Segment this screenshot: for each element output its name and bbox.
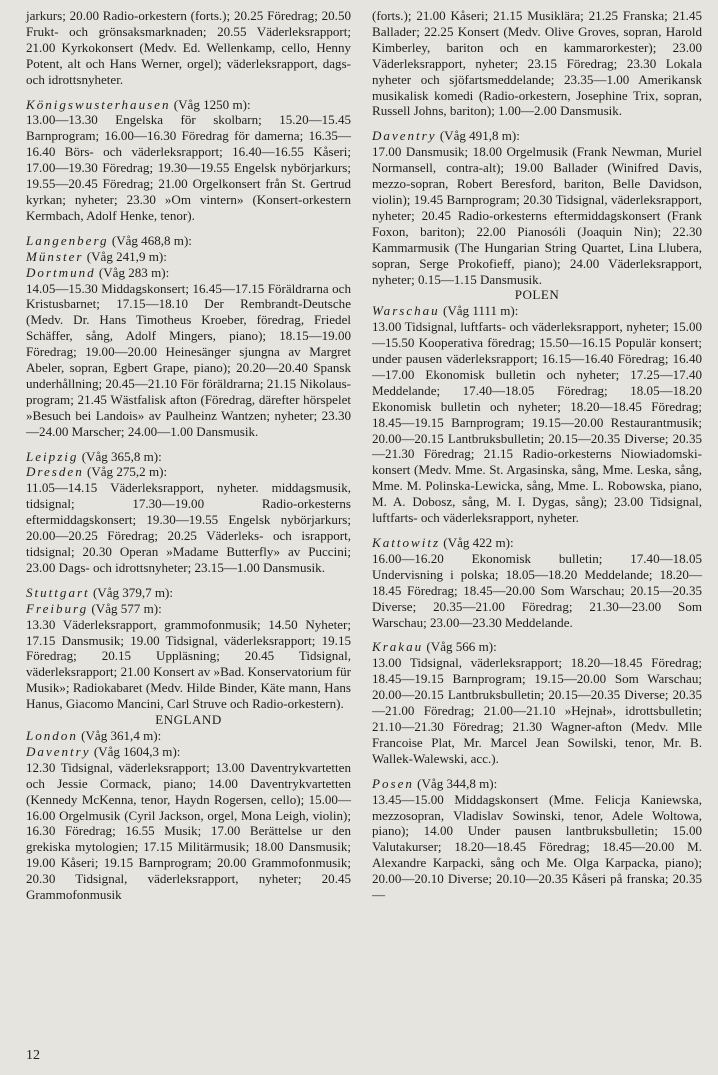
section-kattowitz [372, 535, 702, 630]
station-name: Freiburg [26, 600, 89, 616]
station-name: Langenberg [26, 232, 109, 248]
station-heading [372, 128, 702, 144]
section-krakau [372, 639, 702, 766]
wave-length: (Våg 275,2 m): [87, 464, 168, 480]
station-heading [26, 265, 351, 281]
program-text: 13.00—13.30 Engelska för skolbarn; 15.20—15.45 Barnprogram; 16.00—16.30 Föredrag för damerna; 16.35—16.40 Börs- och väderleksrapport; 16.40—16.55 Kåseri; 17.00—19.30 Föredrag; 19.30—19.55 Engelsk nybörjarkurs; 19.55—20.45 Föredrag; 21.00 Orgelkonsert från St. Gertrud kyrkan; nyheter; 23.30 »Om vintern» (Konsert-orkestern Kermbach, Adolf Henke, tenor). [26, 112, 351, 223]
station-heading [372, 303, 702, 319]
wave-length: (Våg 283 m): [98, 264, 170, 280]
station-name: Leipzig [26, 448, 79, 464]
section-posen [372, 776, 702, 903]
station-heading [372, 535, 702, 551]
station-name: Dresden [26, 464, 84, 480]
section-stuttgart [26, 585, 351, 712]
station-heading [26, 744, 351, 760]
country-heading-polen: POLEN [514, 287, 560, 303]
station-heading [26, 601, 351, 617]
wave-length: (Våg 491,8 m): [439, 128, 520, 144]
station-heading [26, 449, 351, 465]
wave-length: (Våg 468,8 m): [111, 232, 192, 248]
program-text: 16.00—16.20 Ekonomisk bulletin; 17.40—18.05 Undervisning i polska; 18.05—18.20 Meddelande; 18.20—18.45 Föredrag; 18.45—20.00 Som Warschau; 20.15—20.35 Diverse; 20.35—21.00 Föredrag; 21.30—23.00 Som Warschau; 23.00—23.30 Meddelande. [372, 550, 702, 630]
wave-length: (Våg 365,8 m): [81, 448, 162, 464]
section-leipzig [26, 449, 351, 576]
station-name: Posen [372, 775, 414, 791]
wave-length: (Våg 241,9 m): [86, 248, 167, 264]
section-langenberg [26, 233, 351, 440]
station-name: Daventry [26, 743, 91, 759]
wave-length: (Våg 379,7 m): [92, 584, 174, 600]
section-daventry [372, 128, 702, 287]
program-text: 13.30 Väderleksrapport, grammofonmusik; 14.50 Nyheter; 17.15 Dansmusik; 19.00 Tidsignal, väderleksrapport; 19.15 Föredrag; 20.15 Uppläsning; 20.45 Tidsignal, väderleksrapport; 21.00 Konsert av »Bad. Konservatorium für Musik»; Radiokabaret (Medv. Hilde Binder, Käte mann, Hans Hanus, Giacomo Mancini, Carl Struve och Radio-orkestern). [26, 616, 351, 712]
station-heading [26, 97, 351, 113]
section-konigswusterhausen [26, 97, 351, 224]
station-name: Daventry [372, 128, 437, 144]
wave-length: (Våg 344,8 m): [417, 775, 498, 791]
station-name: Warschau [372, 303, 440, 319]
station-name: Dortmund [26, 264, 96, 280]
program-text: 12.30 Tidsignal, väderleksrapport; 13.00 Daventrykvartetten och Jessie Cormack, piano; 14.00 Daventrykvartetten (Kennedy McKenna, tenor, Haydn Rogersen, cello); 15.00—16.00 Orgelmusik (Cyril Jackson, orgel, Mona Leigh, violin); 16.30 Föredrag; 16.55 Musik; 17.00 Berättelse ur den grekiska mytologien; 17.15 Militärmusik; 18.00 Dansmusik; 19.00 Kåseri; 19.15 Barnprogram; 20.00 Grammofonmusik; 20.30 Tidsignal, väderleksrapport, nyheter; 20.45 Grammofonmusik [26, 759, 351, 903]
country-heading-england: ENGLAND [155, 712, 222, 728]
station-heading [372, 776, 702, 792]
station-heading [372, 639, 702, 655]
program-text: 17.00 Dansmusik; 18.00 Orgelmusik (Frank Newman, Muriel Normansell, contra-alt); 19.00 Ballader (Winifred Davis, mezzo-sopran, Robert Beresford, bariton, Belle Davidson, violin); 19.45 Barnprogram; 20.30 Tidsignal, väderleksrapport, nyheter; 20.45 Radio-orkesterns eftermiddagskonsert (Frank Foxon, bariton); 22.00 Pianosóli (Joaquin Nin); 22.30 Kammarmusik (The Hungarian String Quartet, Lina Llubera, sopran, Serge Prokofieff, piano); 24.00 Väderleksrapport, nyheter; 0.15—1.15 Dansmusik. [372, 144, 702, 287]
wave-length: (Våg 1111 m): [442, 303, 519, 319]
section-warschau [372, 303, 702, 526]
program-text: 11.05—14.15 Väderleksrapport, nyheter. middagsmusik, tidsignal; 17.30—19.00 Radio-orkesterns eftermiddagskonsert; 19.30—19.55 Engelsk nybörjarkurs; 20.00—20.25 Föredrag; 20.25 Väderleks- och israpport, tidsignal; 20.30 Operan »Madame Butterfly» av Puccini; 23.00 Dags- och idrottsnyheter; 23.15—1.00 Dansmusik. [26, 480, 351, 575]
program-text: 13.00 Tidsignal, väderleksrapport; 18.20—18.45 Föredrag; 18.45—19.15 Barnprogram; 19.15—20.00 Som Warschau; 20.00—20.15 Lantbruksbulletin; 20.15—20.35 Diverse; 20.35—21.00 Föredrag; 21.00—21.10 »Hejnał», idrottsbulletin; 21.10—21.30 Föredrag; 21.30 Wagner-afton (Medv. Mlle Francoise Plat, Mr. Marcel Jean Sowilski, tenor, Mr. B. Wallek-Walewski, acc.). [372, 655, 702, 766]
station-name: London [26, 727, 78, 743]
wave-length: (Våg 361,4 m): [81, 727, 162, 743]
right-intro-text: (forts.); 21.00 Kåseri; 21.15 Musiklära; 21.25 Franska; 21.45 Ballader; 22.25 Konsert (Medv. Olive Groves, sopran, Harold Kimberley, bariton och en kammarorkester); 23.00 Väderleksrapport, nyheter; 23.15 Föredrag; 23.30 Lokala nyheter och sjöfartsmeddelande; 23.35—1.00 Amerikansk musikalisk komedi (Radio-orkestern, Josephine Trix, sopran, Russell Johns, bariton); 1.00—2.00 Dansmusik. [372, 8, 702, 119]
page-number: 12 [26, 1048, 40, 1063]
station-heading [26, 585, 351, 601]
station-heading [26, 728, 351, 744]
station-name: Münster [26, 248, 84, 264]
wave-length: (Våg 577 m): [91, 600, 162, 616]
left-column [26, 8, 351, 903]
program-text: 13.00 Tidsignal, luftfarts- och väderleksrapport, nyheter; 15.00—15.50 Kooperativa föredrag; 15.50—16.15 Populär konsert; under pausen väderleksrapport; 16.15—16.40 Föredrag; 16.40—17.00 Ekonomisk bulletin och nyheter; 17.25—17.40 Meddelande; 17.40—18.05 Föredrag; 18.05—18.20 Ekonomisk bulletin och nyheter; 18.20—18.45 Föredrag; 18.45—19.15 Barnprogram; 19.15—20.00 Restaurantmusik; 20.00—20.15 Lantbruksbulletin; 20.15—20.35 Diverse; 20.35—21.30 Föredrag; 21.15 Radio-orkesterns Niowiadomski-konsert (Medv. Mme. St. Argasinska, sång, Mme. Leska, sång, Mme. M. Polinska-Lewicka, sång, Mme. L. Robowska, piano, M. A. Dobosz, sång, M. I. Dygas, sång); 23.00 Tidsignal, luftfarts- och väderleksrapport, nyheter. [372, 319, 702, 526]
station-heading [26, 464, 351, 480]
station-name: Kattowitz [372, 535, 441, 550]
wave-length: (Våg 1604,3 m): [93, 743, 181, 759]
wave-length: (Våg 1250 m): [173, 96, 251, 112]
section-london [26, 728, 351, 903]
left-intro-text: jarkurs; 20.00 Radio-orkestern (forts.); 20.25 Föredrag; 20.50 Frukt- och grönsaksmarknaden; 20.55 Väderleksrapport; 21.00 Kyrkokonsert (Medv. Ed. Wellenkamp, cello, Henny Potent, alt och Hans Werner, orgel); väderleksrapport, dags- och idrottsnyheter. [26, 8, 351, 87]
wave-length: (Våg 566 m): [426, 639, 497, 655]
program-text: 13.45—15.00 Middagskonsert (Mme. Felicja Kaniewska, mezzosopran, Vladislav Sowinski, tenor, Adele Woltowa, piano); 14.00 Under pausen lantbruksbulletin; 15.00 Valutakurser; 18.20—18.45 Föredrag; 18.45—20.00 M. Alexandre Karpacki, sång och Me. Olga Karpacka, piano); 20.00—20.10 Diverse; 20.10—20.35 Kåseri på franska; 20.35— [372, 791, 702, 903]
program-text: 14.05—15.30 Middagskonsert; 16.45—17.15 Föräldrarna och Kristusbarnet; 17.15—18.10 Der Rembrandt-Deutsche (Medv. Dr. Hans Timotheus Kroeber, föredrag, Friedel Schäffer, sång, Adolf Mingers, piano); 18.15—19.00 Föredrag; 19.00—20.00 Heinesänger sjungna av Margret Abeler, sopran, Egbert Grape, piano); 20.20—20.40 Spansk underhållning; 20.45—21.10 För föräldrarna; 21.15 Nikolaus-program; 21.45 Wästfalisk afton (Föredrag, därefter hörspelet »Besuch bei Landois» av Paulheinz Wantzen; nyheter; 23.30—24.00 Marscher; 24.00—1.00 Dansmusik. [26, 280, 351, 439]
station-heading [26, 233, 351, 249]
wave-length: (Våg 422 m): [443, 535, 514, 550]
station-name: Stuttgart [26, 584, 90, 600]
right-column [372, 8, 702, 903]
station-heading [26, 249, 351, 265]
station-name: Königswusterhausen [26, 96, 171, 112]
station-name: Krakau [372, 639, 424, 655]
